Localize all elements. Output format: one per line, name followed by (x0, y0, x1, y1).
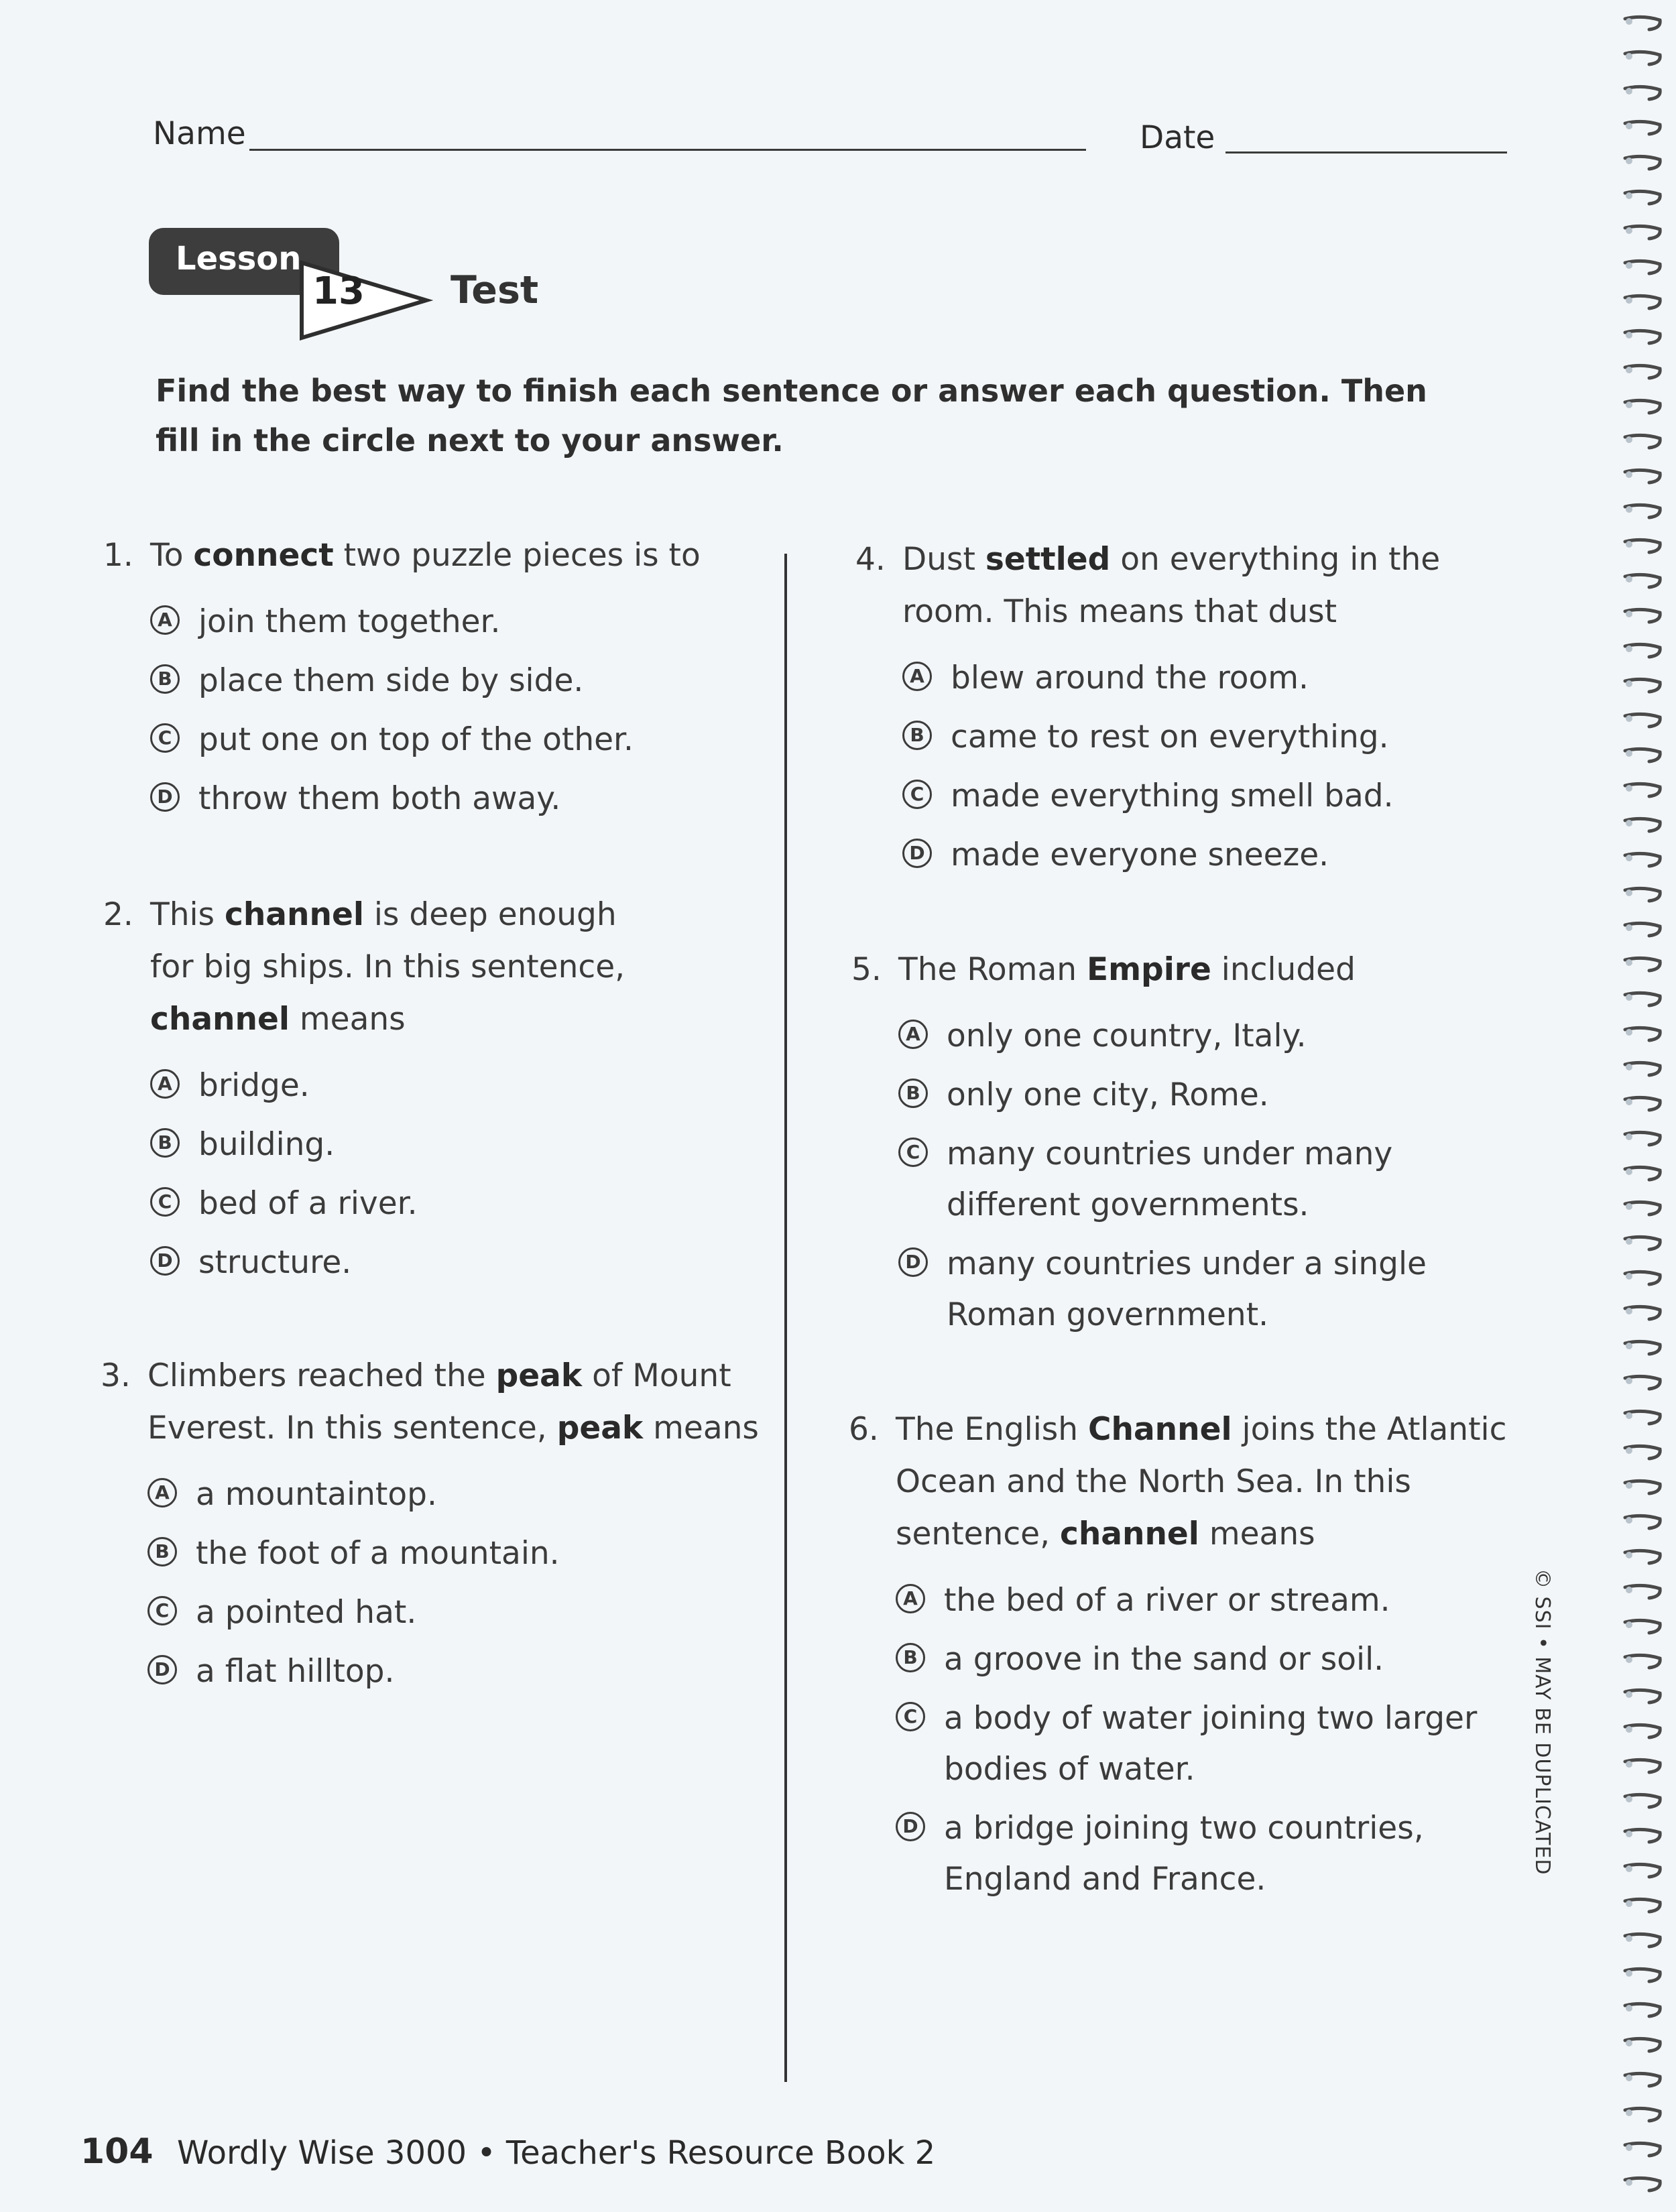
spiral-coil (1622, 1199, 1663, 1219)
answer-option[interactable]: D structure. (150, 1237, 633, 1288)
spiral-coil (1622, 1024, 1663, 1044)
answer-bubble[interactable]: C (147, 1596, 177, 1625)
answer-bubble[interactable]: C (896, 1702, 925, 1731)
answer-bubble[interactable]: B (896, 1643, 925, 1672)
answer-bubble[interactable]: A (147, 1478, 177, 1508)
answer-bubble[interactable]: A (902, 662, 932, 691)
spiral-coil (1622, 2140, 1663, 2160)
date-field-line[interactable] (1225, 151, 1507, 153)
spiral-coil (1622, 1896, 1663, 1916)
question-number: 1. (103, 537, 133, 574)
answer-option[interactable]: C a body of water joining two larger bodies of water. (896, 1693, 1512, 1795)
lesson-word: Lesson (176, 240, 302, 278)
answer-bubble[interactable]: D (896, 1812, 925, 1841)
spiral-coil (1622, 1303, 1663, 1323)
answer-option[interactable]: C put one on top of the other. (150, 715, 754, 765)
answer-bubble[interactable]: B (150, 1128, 180, 1158)
spiral-coil (1622, 223, 1663, 243)
answer-option[interactable]: A bridge. (150, 1060, 633, 1111)
answer-option[interactable]: A only one country, Italy. (898, 1011, 1488, 1062)
column-divider (784, 554, 787, 2082)
spiral-coil (1622, 1408, 1663, 1428)
question-stem: 4. Dust settled on everything in the room. This means that dust (902, 534, 1479, 638)
spiral-coil (1622, 1582, 1663, 1602)
answer-option[interactable]: C many countries under many different governments. (898, 1129, 1488, 1231)
date-label: Date (1140, 119, 1215, 156)
answer-bubble[interactable]: A (150, 1069, 180, 1099)
answer-bubble[interactable]: D (147, 1655, 177, 1684)
spiral-coil (1622, 1652, 1663, 1672)
answer-option[interactable]: D made everyone sneeze. (902, 830, 1479, 881)
answer-bubble[interactable]: A (898, 1020, 928, 1049)
spiral-binding (1622, 0, 1676, 2212)
answer-bubble[interactable]: B (150, 664, 180, 694)
spiral-coil (1622, 118, 1663, 138)
spiral-coil (1622, 1686, 1663, 1707)
spiral-coil (1622, 1791, 1663, 1811)
question-number: 6. (849, 1411, 879, 1448)
question-stem: 3. Climbers reached the peak of Mount Everest. In this sentence, peak means (147, 1350, 764, 1455)
spiral-coil (1622, 2000, 1663, 2020)
answer-bubble[interactable]: C (902, 780, 932, 809)
spiral-coil (1622, 327, 1663, 347)
spiral-coil (1622, 1477, 1663, 1497)
spiral-coil (1622, 711, 1663, 731)
copyright-note: © SSI • MAY BE DUPLICATED (1531, 1569, 1554, 1876)
spiral-coil (1622, 188, 1663, 208)
spiral-coil (1622, 780, 1663, 800)
answer-option[interactable]: B the foot of a mountain. (147, 1528, 764, 1579)
spiral-coil (1622, 501, 1663, 521)
spiral-coil (1622, 1373, 1663, 1393)
question-stem: 2. This channel is deep enough for big ships. In this sentence, channel means (150, 889, 633, 1046)
question-stem: 1. To connect two puzzle pieces is to (150, 530, 754, 582)
answer-option[interactable]: C made everything smell bad. (902, 771, 1479, 822)
spiral-coil (1622, 2070, 1663, 2090)
spiral-coil (1622, 1721, 1663, 1741)
answer-option[interactable]: A a mountaintop. (147, 1469, 764, 1520)
page-number: 104 (80, 2132, 154, 2172)
question-stem: 5. The Roman Empire included (898, 944, 1488, 996)
answer-bubble[interactable]: B (898, 1079, 928, 1108)
answer-option[interactable]: B place them side by side. (150, 656, 754, 706)
spiral-coil (1622, 1129, 1663, 1149)
answer-bubble[interactable]: C (150, 723, 180, 753)
spiral-coil (1622, 745, 1663, 765)
question-stem: 6. The English Channel joins the Atlantic Ocean and the North Sea. In this sentence, channel means (896, 1404, 1512, 1560)
question-4 (855, 534, 1479, 889)
spiral-coil (1622, 13, 1663, 34)
spiral-coil (1622, 2174, 1663, 2195)
question-number: 5. (851, 951, 882, 988)
lesson-number: 13 (312, 269, 365, 313)
answer-option[interactable]: C bed of a river. (150, 1178, 633, 1229)
spiral-coil (1622, 397, 1663, 417)
answer-option[interactable]: B a groove in the sand or soil. (896, 1634, 1512, 1685)
spiral-coil (1622, 920, 1663, 940)
question-3 (101, 1350, 764, 1705)
answer-option[interactable]: A join them together. (150, 597, 754, 648)
book-title: Wordly Wise 3000 • Teacher's Resource Book 2 (177, 2134, 936, 2172)
answer-bubble[interactable]: D (150, 782, 180, 812)
spiral-coil (1622, 1059, 1663, 1079)
spiral-coil (1622, 2105, 1663, 2125)
spiral-coil (1622, 83, 1663, 103)
answer-bubble[interactable]: D (902, 839, 932, 868)
question-number: 4. (855, 541, 886, 578)
answer-bubble[interactable]: A (150, 605, 180, 635)
spiral-coil (1622, 1965, 1663, 1985)
spiral-coil (1622, 641, 1663, 661)
spiral-coil (1622, 571, 1663, 591)
answer-bubble[interactable]: D (898, 1247, 928, 1277)
question-number: 2. (103, 896, 133, 933)
spiral-coil (1622, 989, 1663, 1009)
spiral-coil (1622, 1826, 1663, 1846)
answer-bubble[interactable]: D (150, 1246, 180, 1276)
spiral-coil (1622, 467, 1663, 487)
spiral-coil (1622, 885, 1663, 905)
spiral-coil (1622, 153, 1663, 173)
spiral-coil (1622, 1756, 1663, 1776)
spiral-coil (1622, 850, 1663, 870)
spiral-coil (1622, 1617, 1663, 1637)
spiral-coil (1622, 1338, 1663, 1358)
question-number: 3. (101, 1357, 131, 1394)
spiral-coil (1622, 1547, 1663, 1567)
answer-option[interactable]: D a flat hilltop. (147, 1646, 764, 1697)
spiral-coil (1622, 1442, 1663, 1463)
answer-option[interactable]: B building. (150, 1119, 633, 1170)
answer-option[interactable]: C a pointed hat. (147, 1587, 764, 1638)
spiral-coil (1622, 292, 1663, 312)
question-2 (103, 889, 633, 1296)
test-title: Test (451, 268, 539, 312)
spiral-coil (1622, 1930, 1663, 1951)
instructions: Find the best way to finish each sentence or answer each question. Then fill in the circle next to your answer. (156, 373, 1427, 458)
spiral-coil (1622, 606, 1663, 626)
spiral-coil (1622, 1512, 1663, 1532)
spiral-coil (1622, 432, 1663, 452)
question-1 (103, 530, 754, 833)
spiral-coil (1622, 955, 1663, 975)
answer-option[interactable]: D throw them both away. (150, 774, 754, 824)
answer-option[interactable]: D a bridge joining two countries, England and France. (896, 1803, 1512, 1905)
answer-option[interactable]: D many countries under a single Roman government. (898, 1239, 1488, 1341)
spiral-coil (1622, 1164, 1663, 1184)
spiral-coil (1622, 257, 1663, 278)
name-field-line[interactable] (249, 149, 1086, 151)
answer-bubble[interactable]: A (896, 1584, 925, 1613)
question-5 (851, 944, 1488, 1349)
question-6 (849, 1404, 1512, 1913)
spiral-coil (1622, 815, 1663, 835)
answer-option[interactable]: B only one city, Rome. (898, 1070, 1488, 1121)
name-label: Name (153, 115, 246, 152)
spiral-coil (1622, 362, 1663, 382)
spiral-coil (1622, 1268, 1663, 1288)
spiral-coil (1622, 1233, 1663, 1253)
spiral-coil (1622, 1094, 1663, 1114)
answer-bubble[interactable]: C (898, 1138, 928, 1167)
answer-option[interactable]: B came to rest on everything. (902, 712, 1479, 763)
answer-bubble[interactable]: C (150, 1187, 180, 1217)
spiral-coil (1622, 1861, 1663, 1881)
answer-bubble[interactable]: B (147, 1537, 177, 1566)
spiral-coil (1622, 48, 1663, 68)
spiral-coil (1622, 2035, 1663, 2055)
answer-option[interactable]: A the bed of a river or stream. (896, 1575, 1512, 1626)
spiral-coil (1622, 676, 1663, 696)
spiral-coil (1622, 536, 1663, 556)
answer-option[interactable]: A blew around the room. (902, 653, 1479, 704)
answer-bubble[interactable]: B (902, 721, 932, 750)
